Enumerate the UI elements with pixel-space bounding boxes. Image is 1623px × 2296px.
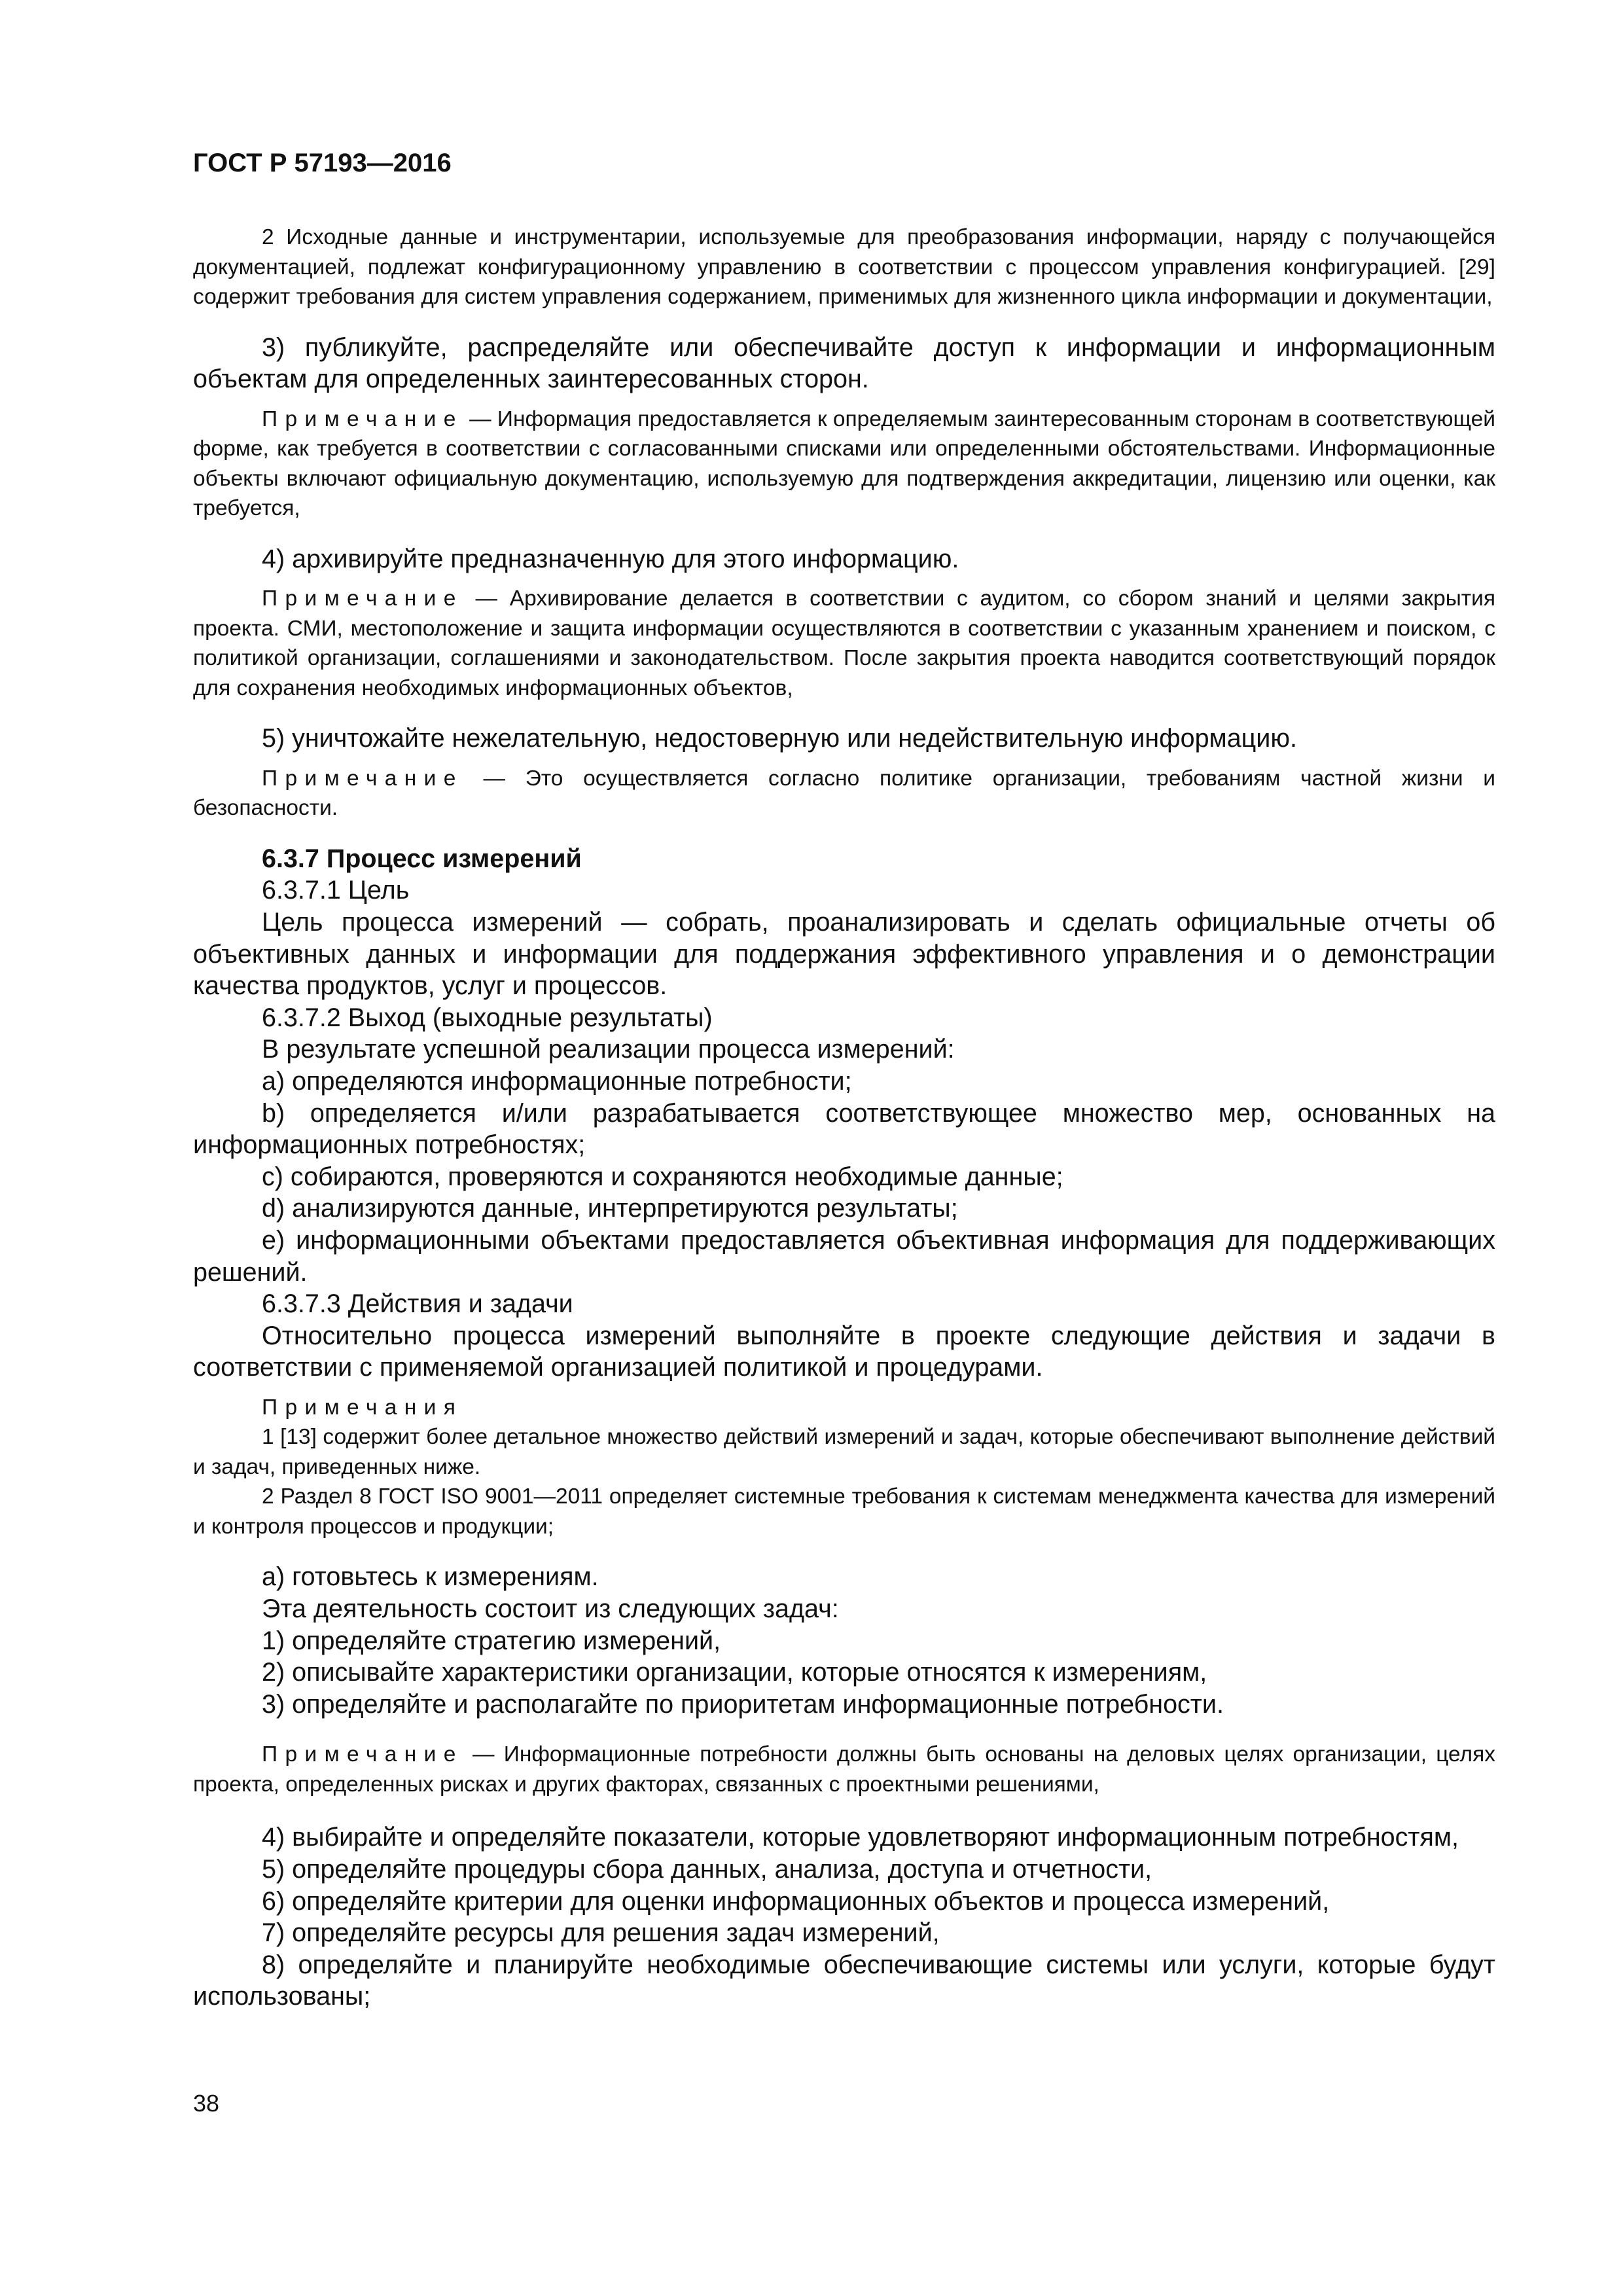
activities-intro: Относительно процесса измерений выполняйте в проекте следующие действия и задачи в соответствии с применяемой организацией политикой и процедурами. xyxy=(193,1321,1495,1382)
task-1: 1) определяйте стратегию измерений, xyxy=(262,1626,721,1655)
outcome-e: e) информационными объектами предоставляется объективная информация для поддерживающих решений. xyxy=(193,1226,1495,1287)
note-label: Примечание xyxy=(262,766,463,791)
section-title: 6.3.7 Процесс измерений xyxy=(262,844,582,873)
notes-heading xyxy=(193,1393,1495,1423)
task-3: 3) определяйте и располагайте по приоритетам информационные потребности. xyxy=(262,1689,1224,1719)
task-8: 8) определяйте и планируйте необходимые обеспечивающие системы или услуги, которые будут использованы; xyxy=(193,1950,1495,2011)
outcome-b: b) определяется и/или разрабатывается соответствующее множество мер, основанных на информационных потребностях; xyxy=(193,1098,1495,1160)
activity-a-intro: Эта деятельность состоит из следующих задач: xyxy=(262,1594,839,1624)
outcome-c: c) собираются, проверяются и сохраняются необходимые данные; xyxy=(262,1162,1063,1191)
subsection-activities-title: 6.3.7.3 Действия и задачи xyxy=(262,1289,573,1319)
note-archive-text: — Архивирование делается в соответствии с аудитом, со сбором знаний и целями закрытия проекта. СМИ, местоположение и защита информации осуществляются в соответствии с указанным хранением и поиском, с политикой организации, соглашениями и законодательством. После закрытия проекта наводится соответствующий порядок для сохранения необходимых информационных объектов, xyxy=(193,586,1495,700)
note-publish xyxy=(193,404,1495,524)
note-label: Примечание xyxy=(262,1742,463,1767)
note-label: Примечание xyxy=(262,406,463,431)
standard-header: ГОСТ Р 57193—2016 xyxy=(193,149,452,177)
activity-a: a) готовьтесь к измерениям. xyxy=(262,1562,599,1592)
item-4-archive: 4) архивируйте предназначенную для этого информацию. xyxy=(262,544,959,573)
outcome-d: d) анализируются данные, интерпретируются результаты; xyxy=(262,1194,958,1223)
task-6: 6) определяйте критерии для оценки информационных объектов и процесса измерений, xyxy=(262,1886,1330,1916)
item-5-destroy: 5) уничтожайте нежелательную, недостоверную или недействительную информацию. xyxy=(262,724,1297,753)
task-7: 7) определяйте ресурсы для решения задач измерений, xyxy=(262,1918,940,1948)
note-2-info: 2 Исходные данные и инструментарии, используемые для преобразования информации, наряду с получающейся документацией, подлежат конфигурационному управлению в соответствии с процессом управления конфигурацией. [29] содержит требования для систем управления содержанием, применимых для жизненного цикла информации и документации, xyxy=(193,225,1495,309)
purpose-text: Цель процесса измерений — собрать, проанализировать и сделать официальные отчеты об объективных данных и информации для поддержания эффективного управления и о демонстрации качества продуктов, услуг и процессов. xyxy=(193,908,1495,1001)
subsection-purpose-title: 6.3.7.1 Цель xyxy=(262,876,410,905)
document-body xyxy=(193,223,1495,2013)
note-needs xyxy=(193,1740,1495,1799)
outcomes-intro: В результате успешной реализации процесса измерений: xyxy=(262,1035,955,1064)
task-5: 5) определяйте процедуры сбора данных, анализа, доступа и отчетности, xyxy=(262,1855,1152,1884)
notes-item-1: 1 [13] содержит более детальное множество действий измерений и задач, которые обеспечивают выполнение действий и задач, приведенных ниже. xyxy=(193,1425,1495,1479)
notes-item-2: 2 Раздел 8 ГОСТ ISO 9001—2011 определяет системные требования к системам менеджмента качества для измерений и контроля процессов и продукции; xyxy=(193,1484,1495,1539)
note-archive xyxy=(193,584,1495,703)
note-destroy-text: — Это осуществляется согласно политике организации, требованиям частной жизни и безопасности. xyxy=(193,766,1495,821)
outcome-a: a) определяются информационные потребности; xyxy=(262,1067,852,1096)
notes-label: Примечания xyxy=(262,1395,463,1420)
task-4: 4) выбирайте и определяйте показатели, которые удовлетворяют информационным потребностям, xyxy=(262,1823,1459,1852)
item-3-publish: 3) публикуйте, распределяйте или обеспечивайте доступ к информации и информационным объектам для определенных заинтересованных сторон. xyxy=(193,332,1495,394)
note-needs-text: — Информационные потребности должны быть основаны на деловых целях организации, целях проекта, определенных рисках и других факторах, связанных с проектными решениями, xyxy=(193,1742,1495,1797)
note-publish-text: — Информация предоставляется к определяемым заинтересованным сторонам в соответствующей форме, как требуется в соответствии с согласованными списками или определенными обстоятельствами. Информационные объекты включают официальную документацию, используемую для подтверждения аккредитации, лицензию или оценки, как требуется, xyxy=(193,406,1495,521)
subsection-outcomes-title: 6.3.7.2 Выход (выходные результаты) xyxy=(262,1003,713,1032)
page-number: 38 xyxy=(193,2090,220,2117)
note-label: Примечание xyxy=(262,586,463,611)
task-2: 2) описывайте характеристики организации, которые относятся к измерениям, xyxy=(262,1658,1207,1687)
note-destroy xyxy=(193,764,1495,823)
